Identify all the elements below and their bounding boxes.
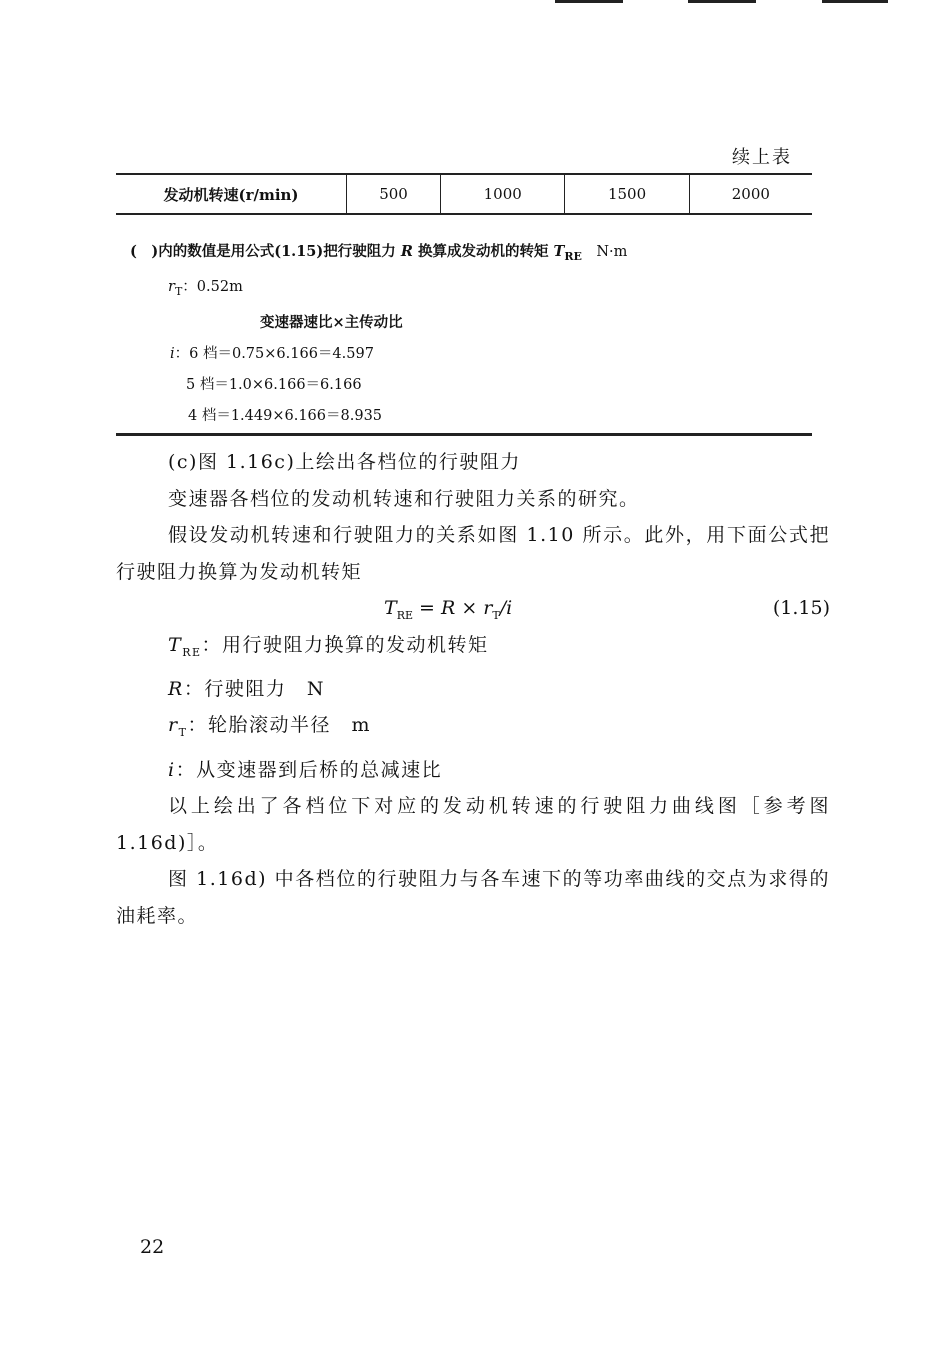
table-cell: 500 xyxy=(347,174,441,214)
paragraph-c: (c)图 1.16c)上绘出各档位的行驶阻力 xyxy=(168,451,521,473)
formula-expression: $T_{RE} = R \times r_T/i$ xyxy=(384,597,513,622)
table-cell: 1000 xyxy=(441,174,565,214)
note-gear-4: 4 档＝1.449×6.166＝8.935 xyxy=(188,407,383,424)
note-gear-6: i：6 档＝0.75×6.166＝4.597 xyxy=(170,345,374,362)
note-gear-5: 5 档＝1.0×6.166＝6.166 xyxy=(186,376,362,393)
definition-r: R：行驶阻力 N xyxy=(168,677,325,700)
formula-number: (1.15) xyxy=(772,597,830,619)
paragraph-study: 变速器各档位的发动机转速和行驶阻力关系的研究。 xyxy=(168,487,640,510)
definition-i: i：从变速器到后桥的总减速比 xyxy=(168,758,443,781)
body-text xyxy=(116,444,830,934)
table-notes xyxy=(130,236,627,432)
table-bottom-rule xyxy=(116,433,812,436)
top-rule-left xyxy=(555,0,623,3)
formula-1-15 xyxy=(116,590,830,627)
table-cell: 1500 xyxy=(565,174,689,214)
note-ratio-description: 变速器速比×主传动比 xyxy=(260,313,403,331)
table-row xyxy=(116,174,812,214)
page-number: 22 xyxy=(140,1236,165,1258)
note-parenthesis: ( )内的数值是用公式(1.15)把行驶阻力 R 换算成发动机的转矩 $T_{RE}$ N·m xyxy=(130,243,628,263)
paragraph-assumption: 假设发动机转速和行驶阻力的关系如图 1.10 所示。此外，用下面公式把行驶阻力换算为发动机转矩 xyxy=(116,524,830,583)
top-rule-right xyxy=(822,0,888,3)
definition-tre: $T_{RE}$：用行驶阻力换算的发动机转矩 xyxy=(168,633,489,659)
continued-label: 续上表 xyxy=(732,147,792,168)
table-cell: 2000 xyxy=(689,174,812,214)
top-rule-middle xyxy=(688,0,756,3)
paragraph-curve: 以上绘出了各档位下对应的发动机转速的行驶阻力曲线图［参考图 1.16d)］。 xyxy=(116,795,830,854)
paragraph-intersection: 图 1.16d) 中各档位的行驶阻力与各车速下的等功率曲线的交点为求得的油耗率。 xyxy=(116,868,830,927)
table-row-header: 发动机转速(r/min) xyxy=(116,174,347,214)
definition-rt: $r_T$：轮胎滚动半径 m xyxy=(168,714,371,740)
note-tire-radius: $r_T$：0.52m xyxy=(168,278,243,298)
engine-speed-table xyxy=(116,173,812,215)
